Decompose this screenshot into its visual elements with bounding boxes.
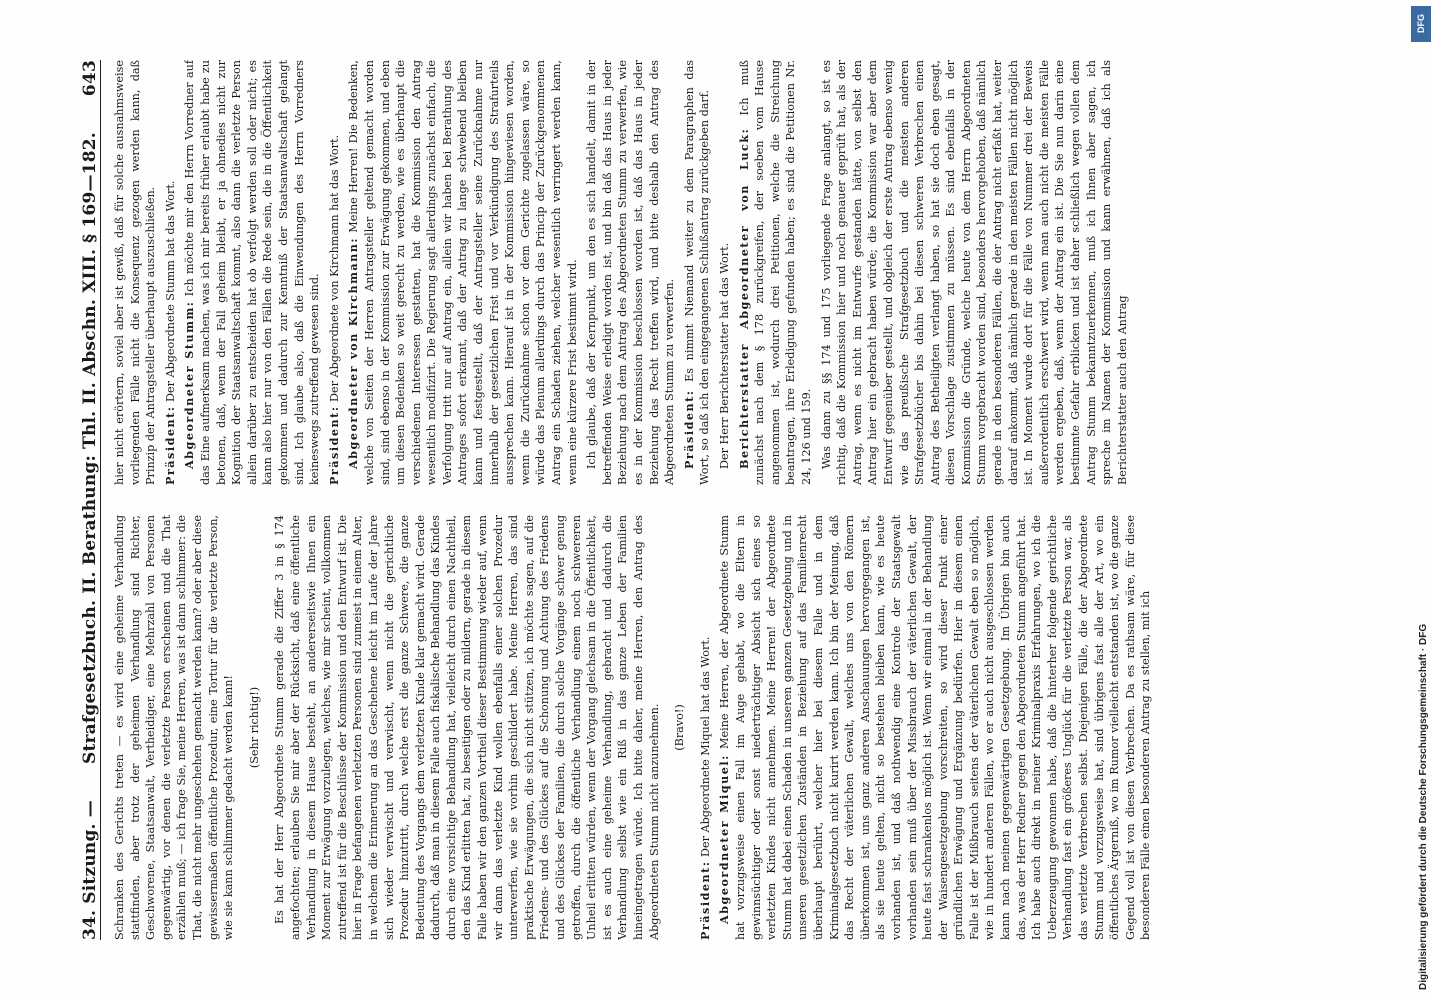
speech-text: Der Abgeordnete von Kirchmann hat das Wort. bbox=[327, 134, 341, 406]
speech-text: Meine Herren, der Abgeordnete Stumm hat vorzugsweise einen Fall im Auge gehabt, wo die Eltern in gewinnsüchtiger oder sonst niederträchtiger Absicht sich eines so verletzten Kindes nicht annehmen. Meine Herren! der Abgeordnete Stumm hat dabei einen Schaden in unseren ganzen Gesetzgebung und in unseren gesetzlichen Zuständen in Beziehung auf das Familienrecht überhaupt berührt, welcher hier bei diesem Falle und in dem Kriminalgesetzbuch nicht kurirt werden kann. Ich bin der Meinung, daß das Recht der väterlichen Gewalt, welches uns von den Römern überkommen ist, uns ganz anderen Anschauungen hervorgegangen ist, als sie heute gelten, nicht so bestehen bleiben kann, wie es heute vorhanden ist, und daß nothwendig eine Kontrole der Staatsgewalt vorhanden sein muß über der Missbrauch der väterlichen Gewalt, der heute fast schrankenlos möglich ist. Wenn wir einmal in der Behandlung der Waisengesetzgebung vorschreiten, so wird dieser Punkt einer gründlichen Erwägung und Ergänzung bedürfen. Hier in diesem einen Falle ist der Mißbrauch seitens der väterlichen Gewalt eben so möglich, wie in hundert anderen Fällen, wo er auch nicht ausgeschlossen werden kann nach meinen gegenwärtigen Gesetzgebung. Im Übrigen bin auch das, was der Herr Redner gegen den Abgeordneten Stumm angeführt hat. Ich habe auch direkt in meiner Kriminalpraxis Erfahrungen, wo ich die Ueberzeugung gewonnen habe, daß die hinterher folgende gerichtliche Verhandlung fast ein größeres Unglück für die verletzte Person war, als das verletzte Verbrechen selbst. Diejenigen Fälle, die der Abgeordnete Stumm und vorzugsweise hat, sind übrigens fast alle der Art, wo ein öffentliches Ärgerniß, wo im Rumor vielleicht entstanden ist, wo die ganze Gegend voll ist von diesen Verbrechen. Da es rathsam wäre, für diese besonderen Fälle einen besonderen Antrag zu stellen, mit ich bbox=[718, 515, 1153, 940]
speaker-name: Präsident: bbox=[681, 389, 696, 469]
speech-paragraph bbox=[737, 60, 815, 485]
right-column bbox=[112, 60, 1392, 485]
body-paragraph: hier nicht erörtern, soviel aber ist gewiß, daß für solche ausnahmsweise vorliegenden Fälle nicht die Konsequenz gezogen werden kann, daß Prinzip der Antragsteller überhaupt auszuschließen. bbox=[113, 60, 158, 485]
speech-paragraph bbox=[717, 515, 1154, 940]
speech-text: Ich möchte mir den Herrn Vorredner auf das Eine aufmerksam machen, was ich mir bereits früher erlaubt habe zu betonen, daß, wenn der Fall geheim bleibt, er ja ohnedies nicht zur Kognition der Staatsanwaltschaft kommt, also dann die verletzte Person allein darüber zu entscheiden hat ob verfolgt werden soll oder nicht; es kann also hier nur von den Fällen die Rede sein, die in die Öffentlichkeit gekommen und dadurch zur Kenntniß der Staatsanwaltschaft gelangt sind. Ich glaube also, daß die Einwendungen des Herrn Vorredners keineswegs zutreffend gewesen sind. bbox=[183, 60, 322, 485]
speaker-name: Abgeordneter von Kirchmann: bbox=[346, 236, 361, 469]
speech-paragraph bbox=[346, 60, 580, 485]
page-number: 643 bbox=[80, 60, 100, 97]
body-paragraph: Ich glaube, daß der Kernpunkt, um den es sich handelt, damit in der betreffenden Weise erledigt worden ist, und bin daß das Haus in jeder Beziehung nach dem Antrag des Abgeordneten Stumm zu verwerfen, wie es in der Kommission beschlossen worden ist, daß das Haus in jeder Beziehung das Recht treffen wird, und bitte deshalb den Antrag des Abgeordneten Stumm zu verwerfen. bbox=[585, 60, 677, 485]
header-title: Strafgesetzbuch. II. Berathung: Thl. II. Abschn. XIII. § 169—182. bbox=[80, 132, 100, 765]
text-columns bbox=[112, 60, 1392, 940]
body-paragraph: Es hat der Herr Abgeordnete Stumm gerade die Ziffer 3 in § 174 angefochten; erlauben Sie mir aber der Rücksicht, daß eine öffentliche Verhandlung in diesem Hause besteht, an andererseitswie Ihnen ein Moment zur Erwägung vorzulegen, welches, wie mir scheint, vollkommen zutreffend ist für die Beschlüsse der Kommission und den Entwurf ist. Die hier in Frage befangenen verletzten Personen sind zumeist in einem Alter, in welchem die Erinnerung an das Geschehene leicht im Laufe der Jahre sich wieder verwischt und verwischt, wenn nicht die gerichtliche Prozedur hinzutritt, durch welche erst die ganze Schwere, die ganze Bedeutung des Vorgangs dem verletzten Kinde klar gemacht wird. Gerade dadurch, daß man in diesem Falle auch fiskalische Behandlung das Kindes durch eine vorsichtige Behandlung hat, vielleicht durch einen Nachtheil, den das Kind erlitten hat, zu beseitigen oder zu mildern, gerade in diesem Falle haben wir den ganzen Vortheil dieser Bestimmung wieder auf, wenn wir dann das verletzte Kind wollen ebenfalls einer solchen Prozedur unterwerfen, wie sie vorhin geschildert habe. Meine Herren, das sind praktische Erwägungen, die sich nicht stützen, ich möchte sagen, auf die Friedens- und des Glückes auf die Schonung und Achtung des Friedens und des Glückes der Familien, die durch solche Vorgänge schwer genug getroffen, durch die öffentliche Verhandlung einem noch schwereren Unheil erlitten würden, wenn der Vorgang gleichsam in die Öffentlichkeit, ist es auch eine geheime Verhandlung, gebracht und dadurch die Verhandlung selbst wie ein Riß in das ganze Leben der Familien hineingetragen würde. Ich bitte daher, meine Herren, den Antrag des Abgeordneten Stumm nicht anzunehmen. bbox=[273, 515, 661, 940]
body-paragraph: Schranken des Gerichts treten — es wird eine geheime Verhandlung stattfinden, aber trotz der geheimen Verhandlung sind Richter, Geschworene, Staatsanwalt, Vertheidiger, eine Mehrzahl von Personen gegenwärtig, vor denen die verletzte Person erscheinen und die That erzählen muß; — ich frage Sie, meine Herren, was ist dann schlimmer: die That, die nicht mehr ungeschehen gemacht werden kann? oder aber diese gewissermaßen öffentliche Prozedur, eine Tortur für die verletzte Person, wie sie kann schlimmer gedacht werden kann! bbox=[113, 515, 236, 940]
speech-paragraph bbox=[182, 60, 322, 485]
speaker-name: Präsident: bbox=[326, 405, 341, 485]
speech-text: Ich muß zunächst nach dem § 178 zurückgreifen, der soeben vom Hause angenommen ist, wodurch drei Petitionen, welche die Streichung beantragen, ihre Erledigung gefunden haben; es sind die Petitionen Nr. 24, 126 und 159. bbox=[737, 60, 813, 485]
speech-text: Es nimmt Niemand weiter zu dem Paragraphen das Wort, so daß ich den eingegangenen Schlußantrag zurückgeben darf. bbox=[682, 60, 712, 485]
rotated-page-content bbox=[60, 60, 1400, 940]
page-header bbox=[60, 60, 101, 940]
digitization-credit: Digitalisierung gefördert durch die Deutsche Forschungsgemeinschaft · DFG bbox=[1418, 623, 1429, 990]
speech-paragraph bbox=[698, 515, 714, 940]
interjection: (Bravo!) bbox=[673, 704, 687, 751]
left-column bbox=[112, 515, 1392, 940]
speech-paragraph bbox=[327, 60, 343, 485]
speech-text: Der Abgeordnete Stumm hat das Wort. bbox=[163, 180, 177, 406]
header-session: 34. Sitzung. — bbox=[80, 800, 100, 940]
speaker-name: Abgeordneter Miquel: bbox=[717, 754, 732, 924]
speaker-name: Präsident: bbox=[162, 405, 177, 485]
speaker-name: Präsident: bbox=[697, 860, 712, 940]
speech-paragraph bbox=[163, 60, 179, 485]
speaker-name: Berichterstatter Abgeordneter von Luck: bbox=[736, 127, 751, 469]
speech-text: Der Abgeordnete Miquel hat das Wort. bbox=[698, 636, 712, 861]
speech-paragraph bbox=[682, 60, 713, 485]
body-paragraph: Der Herr Berichterstatter hat das Wort. bbox=[717, 242, 731, 469]
dfg-logo-icon: DFG bbox=[1411, 6, 1431, 42]
body-paragraph: Was dann zu §§ 174 und 175 vorliegende Frage anlangt, so ist es richtig, daß die Kommission hier und noch genauer geprüft hat, als der Antrag, wenn es nicht im Entwurfe gestanden hätte, von selbst den Antrag hier ein gebracht haben würde; die Kommission war aber dem Entwurf gegenüber gestellt, und obgleich der erste Antrag ebenso wenig wie das preußische Strafgesetzbuch und die meisten anderen Strafgesetzbücher bis dahin bei diesen schweren Verbrechen einen Antrag des Betheiligten verlangt haben, so hat sie doch eben gesagt, diesen Vorschlage zustimmen zu müssen. Es sind ebenfalls in der Kommission die Gründe, welche heute von dem Herrn Abgeordneten Stumm vorgebracht worden sind, besonders hervorgehoben, daß nämlich gerade in den besonderen Fällen, die der Antrag nicht erfaßt hat, weiter darauf ankommt, daß nämlich gerade in den meisten Fällen nicht möglich ist. In Moment wurde dort für die Fälle von Nummer drei der Beweis außerordentlich erschwert wird, wenn man auch nicht die meisten Fälle werden ergeben, daß, wenn der Antrag ein ist. Die Sie nun darin eine bestimmte Gefahr erblicken und ist daher schließlich wegen vollen dem Antrag Stumm bekanntzuerkennen, muß ich Ihnen aber sagen, ich spreche im Namen der Kommission und kann erwähnen, daß ich als Berichterstatter auch den Antrag bbox=[819, 60, 1129, 485]
speaker-name: Abgeordneter Stumm: bbox=[182, 300, 197, 469]
interjection: (Sehr richtig!) bbox=[247, 686, 261, 769]
speech-text: Meine Herren! Die Bedenken, welche von Seiten der Herren Antragsteller geltend gemacht worden sind, sind ebenso in der Kommission zur Erwägung gekommen, und eben um diesen Bedenken so weit gerecht zu werden, wie es überhaupt die verschiedenen Interessen gestatten, hat die Kommission den Antrag wesentlich modifizirt. Die Regierung sagt allerdings zunächst einfach, die Verfolgung tritt nur auf Antrag ein, allein wir haben bei Berathung des Antrages sofort erkannt, daß der Antrag zu lange schwebend bleiben kann und festgestellt, daß der Antragsteller seine Zurücknahme nur innerhalb der gesetzlichen Frist und vor Verkündigung des Strafurteils aussprechen kann. Hierauf ist in der Kommission hingewiesen worden, wenn die Zurücknahme schon vor dem Gerichte zugelassen wäre, so würde das Plenum allerdings durch das Princip der Zurückgenommenen Antrag ein Schaden ziehen, welcher wesentlich verringert werden kann, wenn eine kürzere Frist bestimmt wird. bbox=[347, 60, 579, 485]
